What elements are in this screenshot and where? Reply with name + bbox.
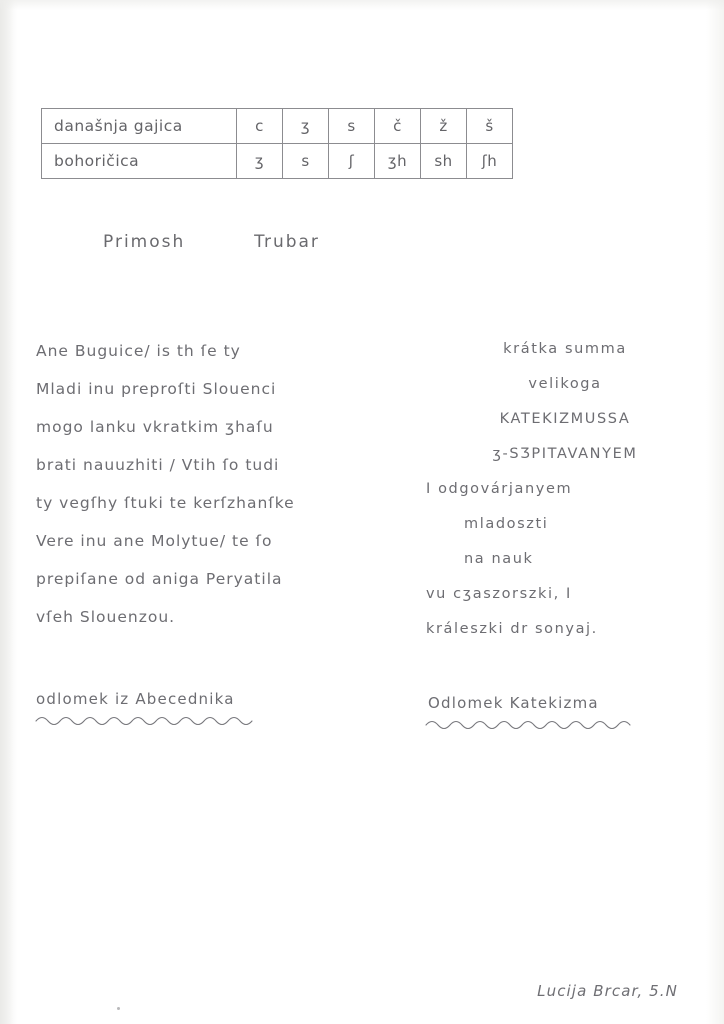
scan-edge-top bbox=[0, 0, 724, 10]
gajica-cell-5: ž bbox=[421, 109, 467, 144]
caption-katekizem: Odlomek Katekizma bbox=[428, 694, 599, 712]
row-label-bohoricica: bohoričica bbox=[42, 144, 237, 179]
katekizem-line: velikoga bbox=[528, 376, 602, 392]
bohoricica-cell-1: ʒ bbox=[237, 144, 283, 179]
table-row bbox=[42, 144, 513, 179]
gajica-cell-1: c bbox=[237, 109, 283, 144]
abecednik-line: mogo lanku vkratkim ʒhaſu bbox=[36, 418, 274, 436]
abecednik-line: Ane Buguice/ is th ſe ty bbox=[36, 342, 241, 360]
abecednik-line: vſeh Slouenzou. bbox=[36, 608, 176, 626]
author-line bbox=[103, 232, 320, 252]
gajica-cell-2: ʒ bbox=[283, 109, 329, 144]
katekizem-line: mladoszti bbox=[464, 516, 549, 532]
bohoricica-cell-4: ʒh bbox=[375, 144, 421, 179]
row-label-gajica: današnja gajica bbox=[42, 109, 237, 144]
katekizem-line: králeszki dr sonyaj. bbox=[426, 621, 598, 637]
squiggly-underline-right-icon bbox=[424, 716, 646, 732]
gajica-cell-4: č bbox=[375, 109, 421, 144]
table-row bbox=[42, 109, 513, 144]
alphabet-table bbox=[41, 108, 513, 179]
abecednik-line: Mladi inu preproſti Slouenci bbox=[36, 380, 277, 398]
author-last-name: Trubar bbox=[254, 232, 320, 252]
student-signature: Lucija Brcar, 5.N bbox=[537, 982, 678, 1000]
abecednik-line: prepiſane od aniga Peryatila bbox=[36, 570, 283, 588]
katekizem-line: KATEKIZMUSSA bbox=[499, 411, 631, 427]
author-first-name: Primosh bbox=[103, 232, 186, 252]
katekizem-line: na nauk bbox=[464, 551, 534, 567]
scan-edge-left bbox=[0, 0, 14, 1024]
katekizem-line: krátka summa bbox=[503, 341, 627, 357]
caption-abecednik: odlomek iz Abecednika bbox=[36, 690, 235, 708]
abecednik-line: brati nauuzhiti / Vtih ſo tudi bbox=[36, 456, 280, 474]
abecednik-line: ty vegſhy ſtuki te kerſzhanſke bbox=[36, 494, 295, 512]
katekizem-line: ʒ-SƷPITAVANYEM bbox=[492, 446, 638, 462]
katekizem-line: I odgovárjanyem bbox=[426, 481, 573, 497]
gajica-cell-6: š bbox=[467, 109, 513, 144]
paper-speck bbox=[117, 1007, 120, 1010]
gajica-cell-3: s bbox=[329, 109, 375, 144]
bohoricica-cell-6: ʃh bbox=[467, 144, 513, 179]
bohoricica-cell-2: s bbox=[283, 144, 329, 179]
katekizem-excerpt bbox=[420, 332, 710, 647]
bohoricica-cell-5: sh bbox=[421, 144, 467, 179]
katekizem-line: vu cʒaszorszki, I bbox=[426, 586, 572, 602]
squiggly-underline-left-icon bbox=[34, 712, 262, 728]
bohoricica-cell-3: ʃ bbox=[329, 144, 375, 179]
abecednik-line: Vere inu ane Molytue/ te ſo bbox=[36, 532, 273, 550]
abecednik-excerpt bbox=[36, 332, 366, 636]
